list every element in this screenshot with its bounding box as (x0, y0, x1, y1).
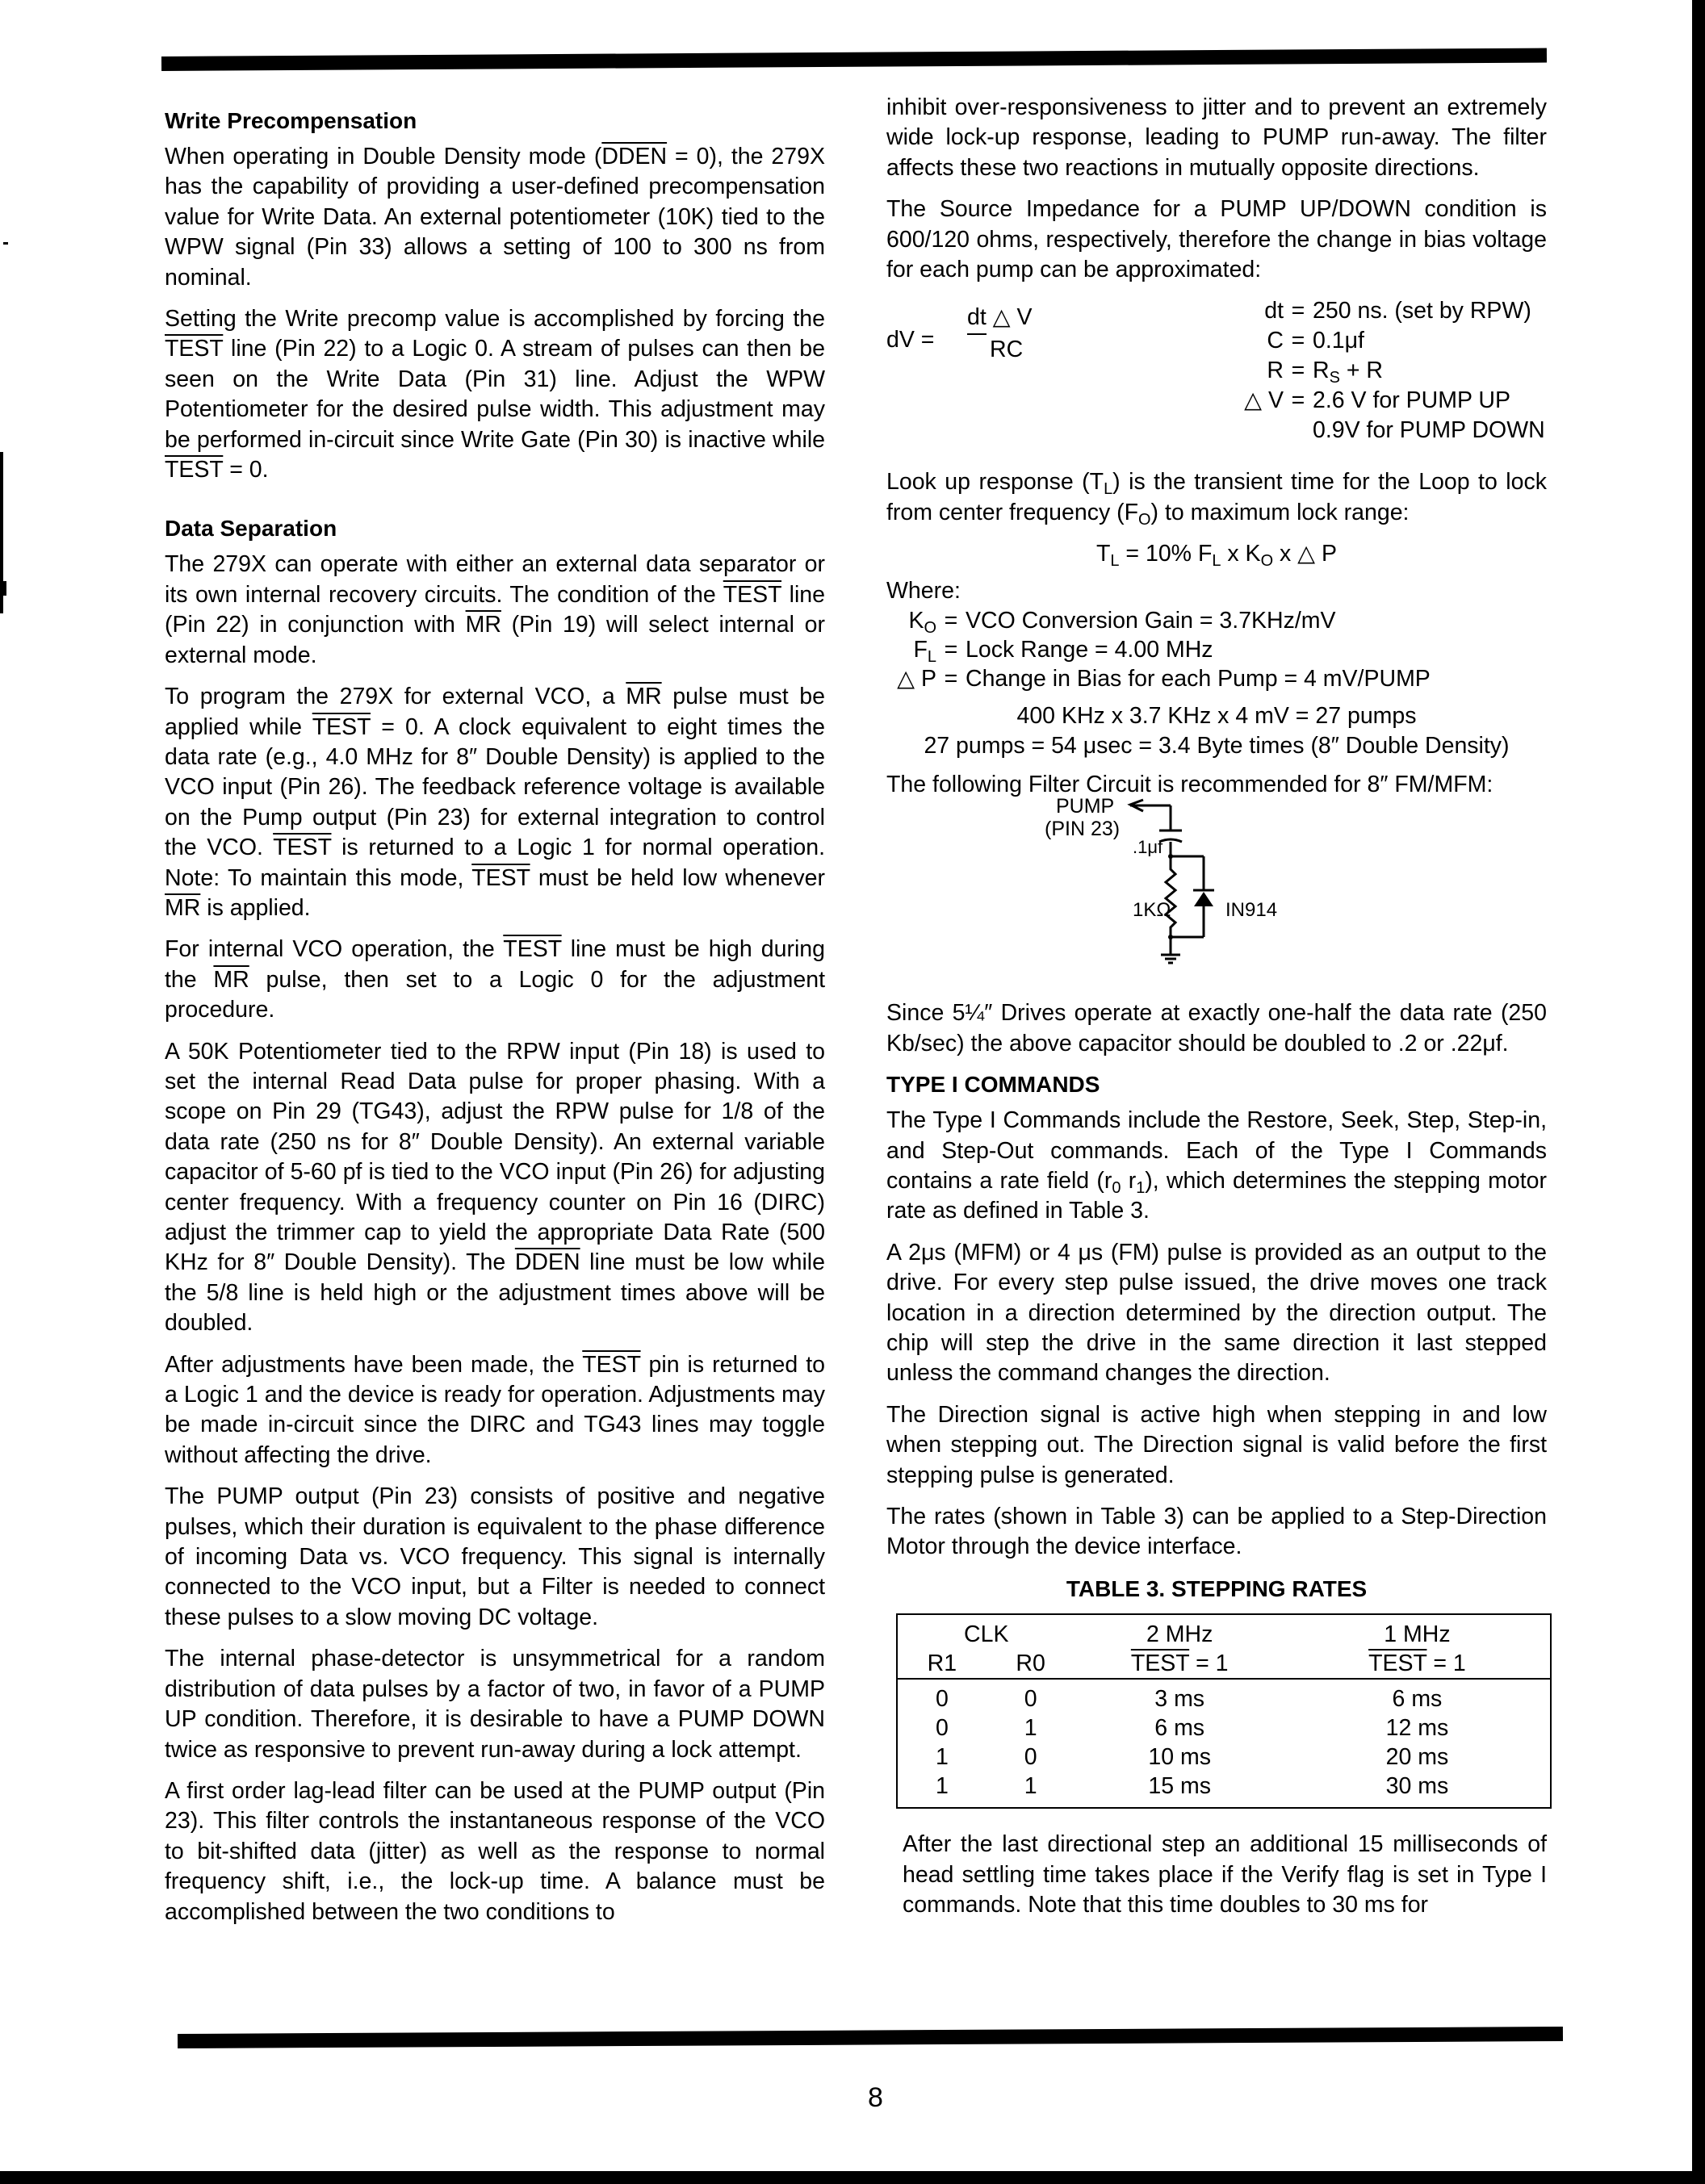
paragraph: After the last directional step an additional 15 milliseconds of head settling time takes place if the Verify flag is set in Type I commands. Note that this time doubles to 30 ms for (903, 1831, 1547, 1918)
paragraph: inhibit over-responsiveness to jitter and to prevent an extremely wide lock-up response, leading to PUMP run-away. The filter affects these two reactions in mutually opposite directions. (886, 94, 1547, 181)
paragraph: The Type I Commands include the Restore, Seek, Step, Step-in, and Step-Out commands. Each of the Type I Commands contains a rate field ($r_0$ $r_1$), which determines the stepping motor rate as defined in Table 3. (886, 1107, 1547, 1224)
circuit-schematic-icon (886, 795, 1548, 987)
calc-line: 27 pumps = 54 μsec = 3.4 Byte times (8″ Double Density) (924, 733, 1510, 759)
paragraph: The internal phase-detector is unsymmetrical for a random distribution of data pulses by a factor of two, in favor of a PUMP UP condition. Therefore, it is desirable to have a PUMP DOWN twice as responsive to prevent run-away during a lock attempt. (165, 1646, 825, 1763)
stepping-rates-table (896, 1613, 1552, 1809)
paragraph: A first order lag-lead filter can be used at the PUMP output (Pin 23). This filter controls the instantaneous response of the VCO to bit-shifted data (jitter) as well as the response to normal frequency shift, i.e., the lock-up time. A balance must be accomplished between the two conditions to (165, 1777, 825, 1925)
diode-label: IN914 (1225, 899, 1278, 922)
pin-label: (PIN 23) (1045, 818, 1121, 841)
paragraph: A 50K Potentiometer tied to the RPW input (Pin 18) is used to set the internal Read Data pulse for proper phasing. With a scope on Pin 29 (TG43), adjust the RPW pulse for 1/8 of the data rate (250 ns for 8″ Double Density). An external variable capacitor of 5-60 pf is tied to the VCO input (Pin 26) for adjusting center frequency. With a frequency counter on Pin 16 (DIRC) adjust the trimmer cap to yield the appropriate Data Rate (500 KHz for 8″ Double Density). The DDEN line must be low while the 5/8 line is held high or the adjustment times above will be doubled. (165, 1038, 825, 1337)
where-label: Where: (886, 577, 961, 604)
paragraph: The rates (shown in Table 3) can be applied to a Step-Direction Motor through the device interface. (886, 1503, 1547, 1560)
resistor-icon (1166, 856, 1175, 937)
pump-label: PUMP (1056, 795, 1115, 818)
paragraph: Since 5¼″ Drives operate at exactly one-half the data rate (250 Kb/sec) the above capacitor should be doubled to .2 or .22μf. (886, 1000, 1547, 1056)
paragraph: After adjustments have been made, the TEST pin is returned to a Logic 1 and the device is ready for operation. Adjustments may be made in-circuit since the DIRC and TG43 lines may toggle without affecting the drive. (165, 1351, 826, 1468)
page-number: 8 (868, 2082, 883, 2113)
scan-border-right (1692, 0, 1705, 2184)
table-row: 0 0 3 ms 6 ms (935, 1686, 1443, 1713)
paragraph: To program the 279X for external VCO, a $\overline{MR}$ pulse must be applied while TEST = 0. A clock equivalent to eight times the data rate (e.g., 4.0 MHz for 8″ Double Density) is applied to the VCO input (Pin 26). The feedback reference voltage is available on the Pump output (Pin 23) for external integration to control the VCO. TEST is returned to a Logic 1 for normal operation. Note: To maintain this mode, TEST must be held low whenever $\overline{MR}$ is applied. (165, 684, 826, 921)
table-title: TABLE 3. STEPPING RATES (1066, 1575, 1368, 1601)
where-row: $F_L$ = Lock Range = 4.00 MHz (913, 637, 1213, 667)
left-column (165, 95, 825, 1939)
paragraph: The following Filter Circuit is recommended for 8″ FM/MFM: (886, 771, 1493, 797)
paragraph: Setting the Write precomp value is accomplished by forcing the TEST line (Pin 22) to a Logic 0. A stream of pulses can then be seen on the Write Data (Pin 31) line. Adjust the WPW Potentiometer for the desired pulse width. This adjustment may be performed in-circuit since Write Gate (Pin 30) is inactive while TEST = 0. (165, 306, 825, 483)
paragraph: The PUMP output (Pin 23) consists of positive and negative pulses, which their duration is equivalent to the phase difference of incoming Data vs. VCO frequency. This signal is internally connected to the VCO input, but a Filter is needed to connect these pulses to a slow moving DC voltage. (165, 1483, 825, 1630)
formula-dv: dV = dt △ V RC dt = 250 ns. (set by RPW) C = 0.1μf R = $R_S + R$ △ V = 2.6 V for PUMP UP 0.9V for PUMP DOWN (886, 296, 1547, 458)
where-row: $K_O$ = VCO Conversion Gain = 3.7KHz/mV (908, 608, 1336, 638)
section-heading-data-separation: Data Separation (165, 516, 337, 542)
diode-icon (1194, 892, 1213, 906)
paragraph: The Direction signal is active high when stepping in and low when stepping out. The Direction signal is valid before the first stepping pulse is generated. (886, 1401, 1547, 1488)
header-rule (161, 48, 1547, 71)
capacitor-label: .1μf (1133, 837, 1163, 858)
paragraph: The Source Impedance for a PUMP UP/DOWN condition is 600/120 ohms, respectively, therefore the change in bias voltage for each pump can be approximated: (886, 196, 1547, 283)
scan-speck (3, 242, 8, 245)
scan-speck (0, 581, 6, 596)
table-row: 1 1 15 ms 30 ms (935, 1773, 1449, 1800)
formula-tl: $T_L = 10\%$ $F_L$ x $K_O$ x △ P (1095, 541, 1338, 571)
table-row: 1 0 10 ms 20 ms (935, 1744, 1449, 1771)
calc-line: 400 KHz x 3.7 KHz x 4 mV = 27 pumps (1016, 703, 1417, 730)
table-row: 0 1 6 ms 12 ms (935, 1715, 1449, 1742)
overbar-signal: TEST (165, 457, 224, 483)
where-row: △ P = Change in Bias for each Pump = 4 mV/PUMP (897, 666, 1431, 692)
paragraph: When operating in Double Density mode (DDEN = 0), the 279X has the capability of providing a user-defined precompensation value for Write Data. An external potentiometer (10K) tied to the WPW signal (Pin 33) allows a setting of 100 to 300 ns from nominal. (165, 144, 825, 291)
section-heading-write-precompensation: Write Precompensation (165, 108, 417, 133)
paragraph: The 279X can operate with either an external data separator or its own internal recovery circuits. The condition of the TEST line (Pin 22) in conjunction with $\overline{MR}$ (Pin 19) will select internal or external mode. (165, 551, 825, 668)
overbar-signal: DDEN (601, 144, 668, 169)
footer-rule (178, 2027, 1563, 2048)
table-header-row: CLK 2 MHz 1 MHz (964, 1621, 1451, 1648)
overbar-signal: TEST (165, 336, 224, 362)
table-header-row: R1 R0 TEST = 1 TEST = 1 (897, 1649, 1551, 1679)
paragraph: A 2μs (MFM) or 4 μs (FM) pulse is provided as an output to the drive. For every step pulse issued, the drive moves one track location in a direction determined by the direction output. The chip will step the drive in the same direction it last stepped unless the command changes the direction. (886, 1239, 1547, 1387)
paragraph: Look up response $(T_L)$ is the transient time for the Loop to lock from center frequency $(F_O)$ to maximum lock range: (886, 469, 1547, 529)
section-heading-type-i-commands: TYPE I COMMANDS (886, 1072, 1100, 1098)
right-column (886, 93, 1547, 1931)
filter-circuit-diagram (886, 795, 1547, 987)
paragraph: For internal VCO operation, the TEST line must be high during the $\overline{MR}$ pulse, then set to a Logic 0 for the adjustment procedure. (165, 936, 825, 1023)
formula-definitions: dt = 250 ns. (set by RPW) C = 0.1μf R = $R_S + R$ △ V = 2.6 V for PUMP UP 0.9V for PUMP DOWN (1244, 298, 1545, 444)
resistor-label: 1KΩ (1133, 899, 1171, 922)
scan-border-bottom (0, 2171, 1705, 2184)
